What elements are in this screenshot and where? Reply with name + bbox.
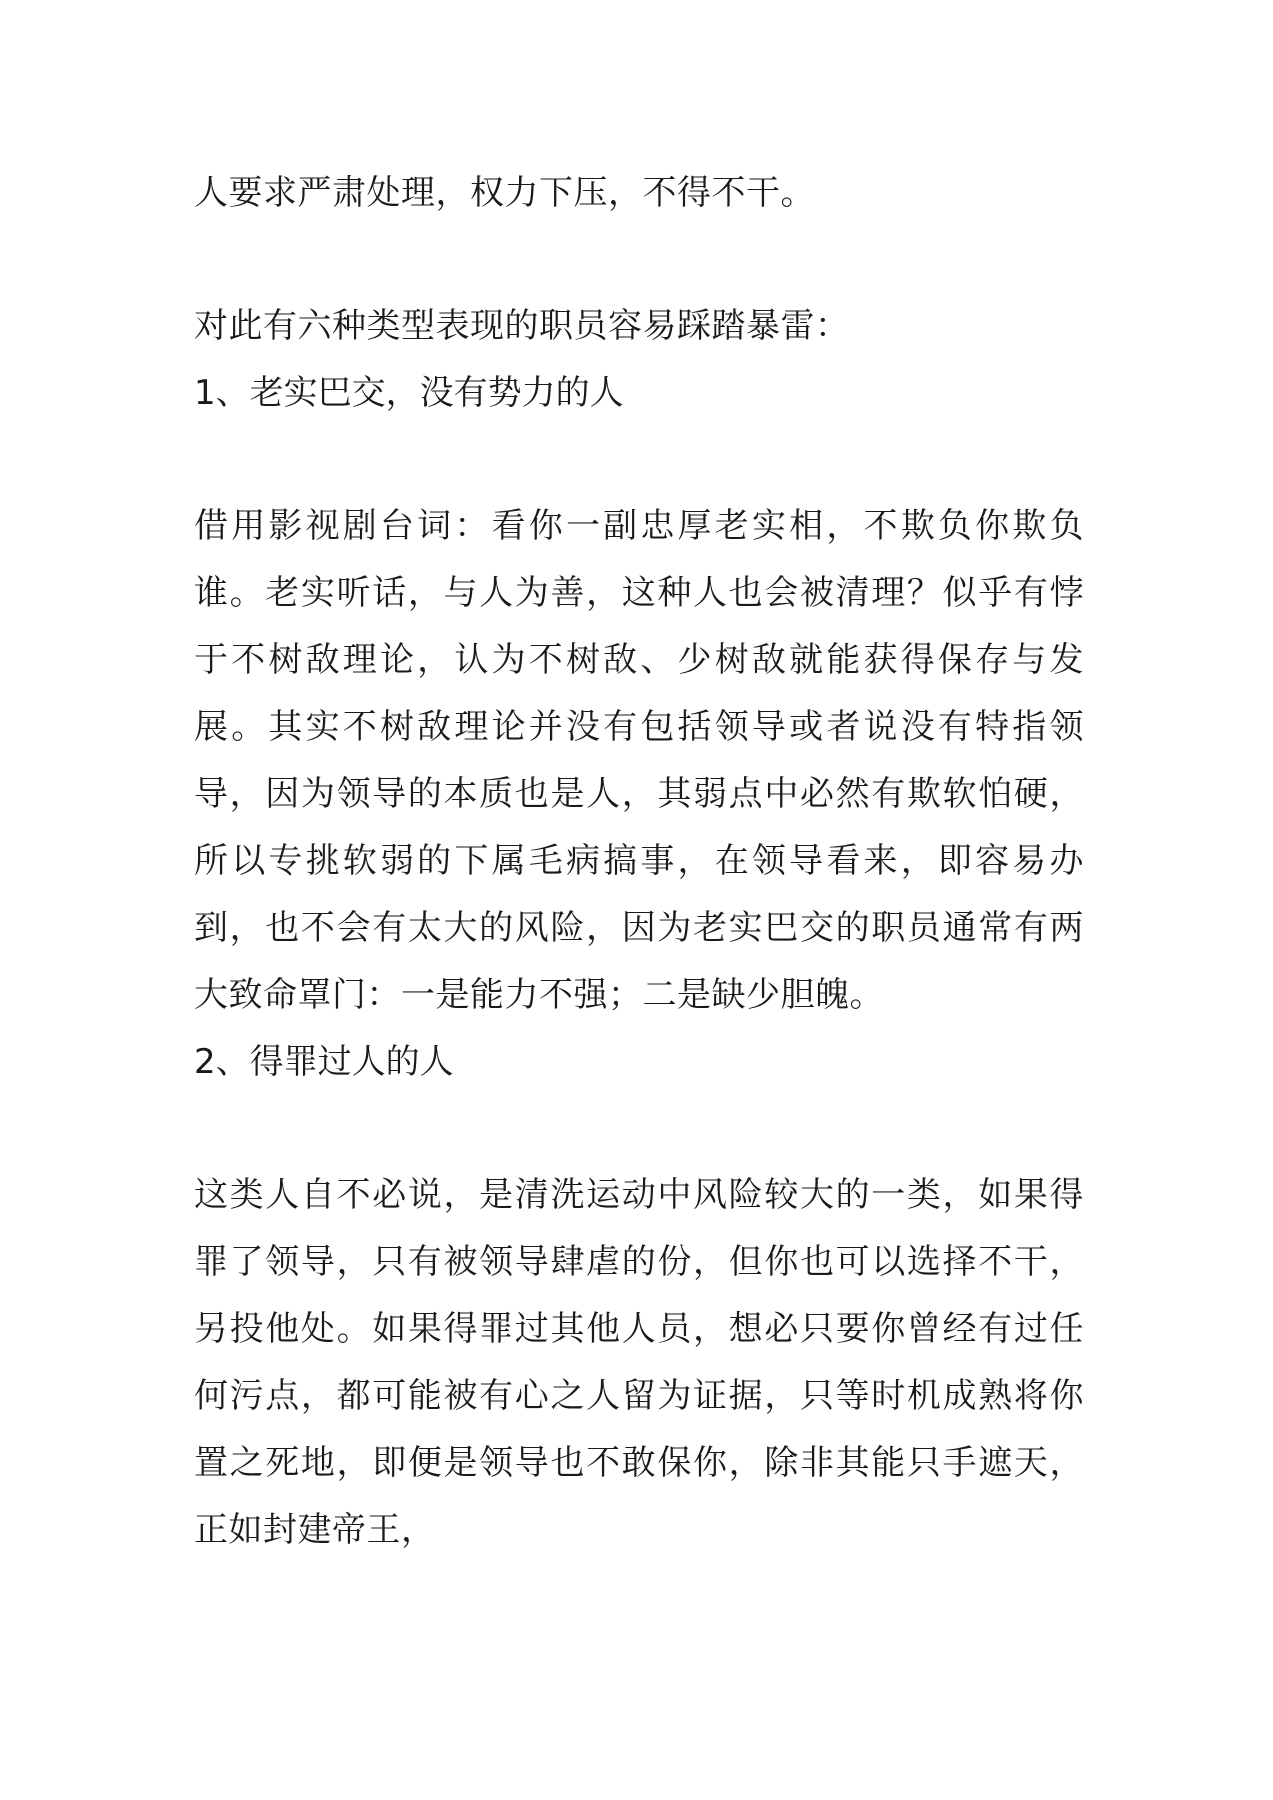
paragraph-intro-tail: 人要求严肃处理，权力下压，不得不干。: [194, 173, 815, 213]
section-title: 、老实巴交，没有势力的人: [215, 373, 624, 413]
paragraph-section-2: 这类人自不必说，是清洗运动中风险较大的一类，如果得罪了领导，只有被领导肆虐的份，但你也可以选择不干，另投他处。如果得罪过其他人员，想必只要你曾经有过任何污点，都可能被有心之人留为证据，只等时机成熟将你置之死地，即便是领导也不敢保你，除非其能只手遮天，正如封建帝王，: [194, 1175, 1084, 1550]
section-number: 1: [194, 373, 216, 413]
section-heading-1: [194, 360, 1084, 427]
paragraph-six-types: 对此有六种类型表现的职员容易踩踏暴雷：: [194, 306, 850, 346]
section-number: 2: [194, 1042, 216, 1082]
document-body: [194, 160, 1084, 1564]
section-title: 、得罪过人的人: [215, 1042, 454, 1082]
section-heading-2: [194, 1029, 1084, 1096]
paragraph-section-1: 借用影视剧台词：看你一副忠厚老实相，不欺负你欺负谁。老实听话，与人为善，这种人也会被清理？似乎有悖于不树敌理论，认为不树敌、少树敌就能获得保存与发展。其实不树敌理论并没有包括领导或者说没有特指领导，因为领导的本质也是人，其弱点中必然有欺软怕硬，所以专挑软弱的下属毛病搞事，在领导看来，即容易办到，也不会有太大的风险，因为老实巴交的职员通常有两大致命罩门：一是能力不强；二是缺少胆魄。: [194, 506, 1084, 1015]
